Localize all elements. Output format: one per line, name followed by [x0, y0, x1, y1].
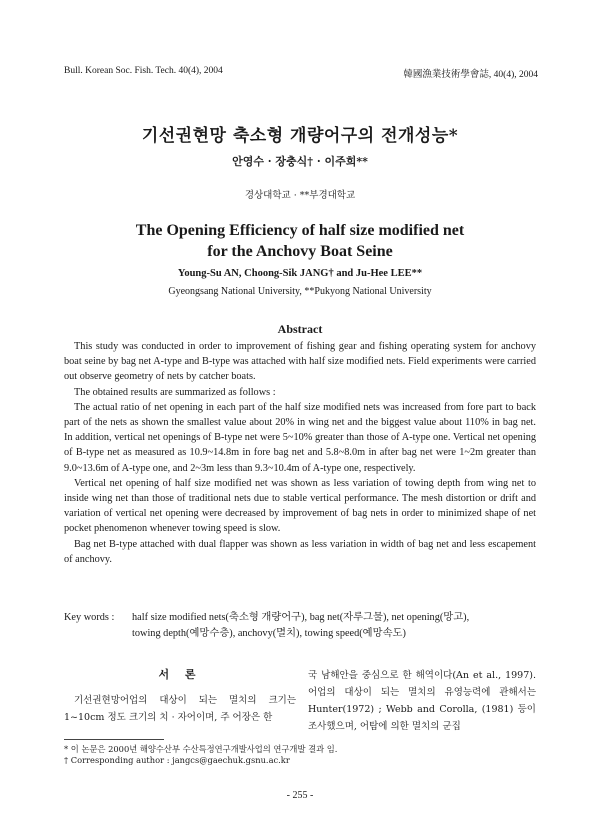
- english-title: [0, 220, 600, 262]
- keywords-label: Key words :: [64, 612, 115, 623]
- journal-citation: Bull. Korean Soc. Fish. Tech. 40(4), 2004: [64, 66, 223, 76]
- english-affiliation: Gyeongsang National University, **Pukyong National University: [168, 286, 432, 297]
- journal-citation-korean: 韓國漁業技術學會誌, 40(4), 2004: [403, 70, 538, 80]
- english-title-line2: for the Anchovy Boat Seine: [207, 243, 393, 260]
- korean-title: 기선권현망 축소형 개량어구의 전개성능*: [141, 126, 459, 146]
- introduction-heading: 서 론: [158, 668, 202, 681]
- footnote-funding: * 이 논문은 2000년 해양수산부 수산특정연구개발사업의 연구개발 결과 임.: [64, 744, 338, 754]
- keywords-line1: half size modified nets(축소형 개량어구), bag net(자루그물), net opening(망고),: [132, 612, 470, 623]
- abstract-paragraph: The obtained results are summarized as follows :: [74, 386, 276, 398]
- page-number: - 255 -: [286, 790, 314, 801]
- abstract-paragraph: The actual ratio of net opening in each part of the half size modified nets was increased from fore part to back part of the nets as shown the smallest value about 20% in wing net and the biggest value about 110% in bag net. In addition, vertical net openings of B-type net were 5~10% greater than those of A-type one. Vertical net opening of B-type net as measured as 10.9~14.8m in fore bag net and 5.8~8.0m in after bag net were 1~2m greater than 9.0~13.6m of A-type one, and 2~3m less than 9.3~10.4m of A-type one, respectively.: [64, 401, 536, 474]
- introduction-text-left: 기선권현망어업의 대상이 되는 멸치의 크기는 1~10cm 정도 크기의 치 · 자어이며, 주 어장은 한: [64, 695, 296, 723]
- abstract-paragraph: Vertical net opening of half size modified net was shown as less variation of towing depth from wing net to inside wing net than those of traditional nets due to stable vertical performance. The mesh distortion or drift and variation of vertical net opening were decreased by improvement of bag nets in order to minimized shape of net pocket phenomenon whenever towing speed is slow.: [64, 477, 536, 535]
- introduction-text-right: 국 남해안을 중심으로 한 해역이다(An et al., 1997). 어업의 대상이 되는 멸치의 유영능력에 관해서는 Hunter(1972) ; Webb and Corolla, (1981) 등이 조사했으며, 어탐에 의한 멸치의 군집: [308, 670, 536, 732]
- korean-affiliation: 경상대학교 · **부경대학교: [244, 190, 356, 201]
- introduction-left-column: [64, 692, 296, 726]
- korean-authors: 안영수 · 장충식† · 이주희**: [232, 155, 368, 168]
- footnote-rule: [64, 739, 164, 740]
- abstract-body: [64, 339, 536, 567]
- keywords-line2: towing depth(예망수층), anchovy(멸치), towing speed(예망속도): [132, 627, 406, 639]
- keywords: [64, 610, 536, 641]
- english-authors: Young-Su AN, Choong-Sik JANG† and Ju-Hee LEE**: [177, 268, 423, 279]
- abstract-heading: Abstract: [277, 322, 323, 336]
- english-title-line1: The Opening Efficiency of half size modified net: [135, 222, 465, 239]
- abstract-paragraph: This study was conducted in order to improvement of fishing gear and fishing operating system for anchovy boat seine by bag net A-type and B-type was attached with half size modified nets. Field experiments were carried out observe geometry of nets by catcher boats.: [64, 341, 536, 383]
- introduction-right-column: [308, 667, 536, 735]
- abstract-paragraph: Bag net B-type attached with dual flapper was shown as less variation in width of bag net and less escapement of anchovy.: [64, 538, 536, 565]
- footnote-corresponding-author: † Corresponding author : jangcs@gaechuk.gsnu.ac.kr: [64, 755, 290, 765]
